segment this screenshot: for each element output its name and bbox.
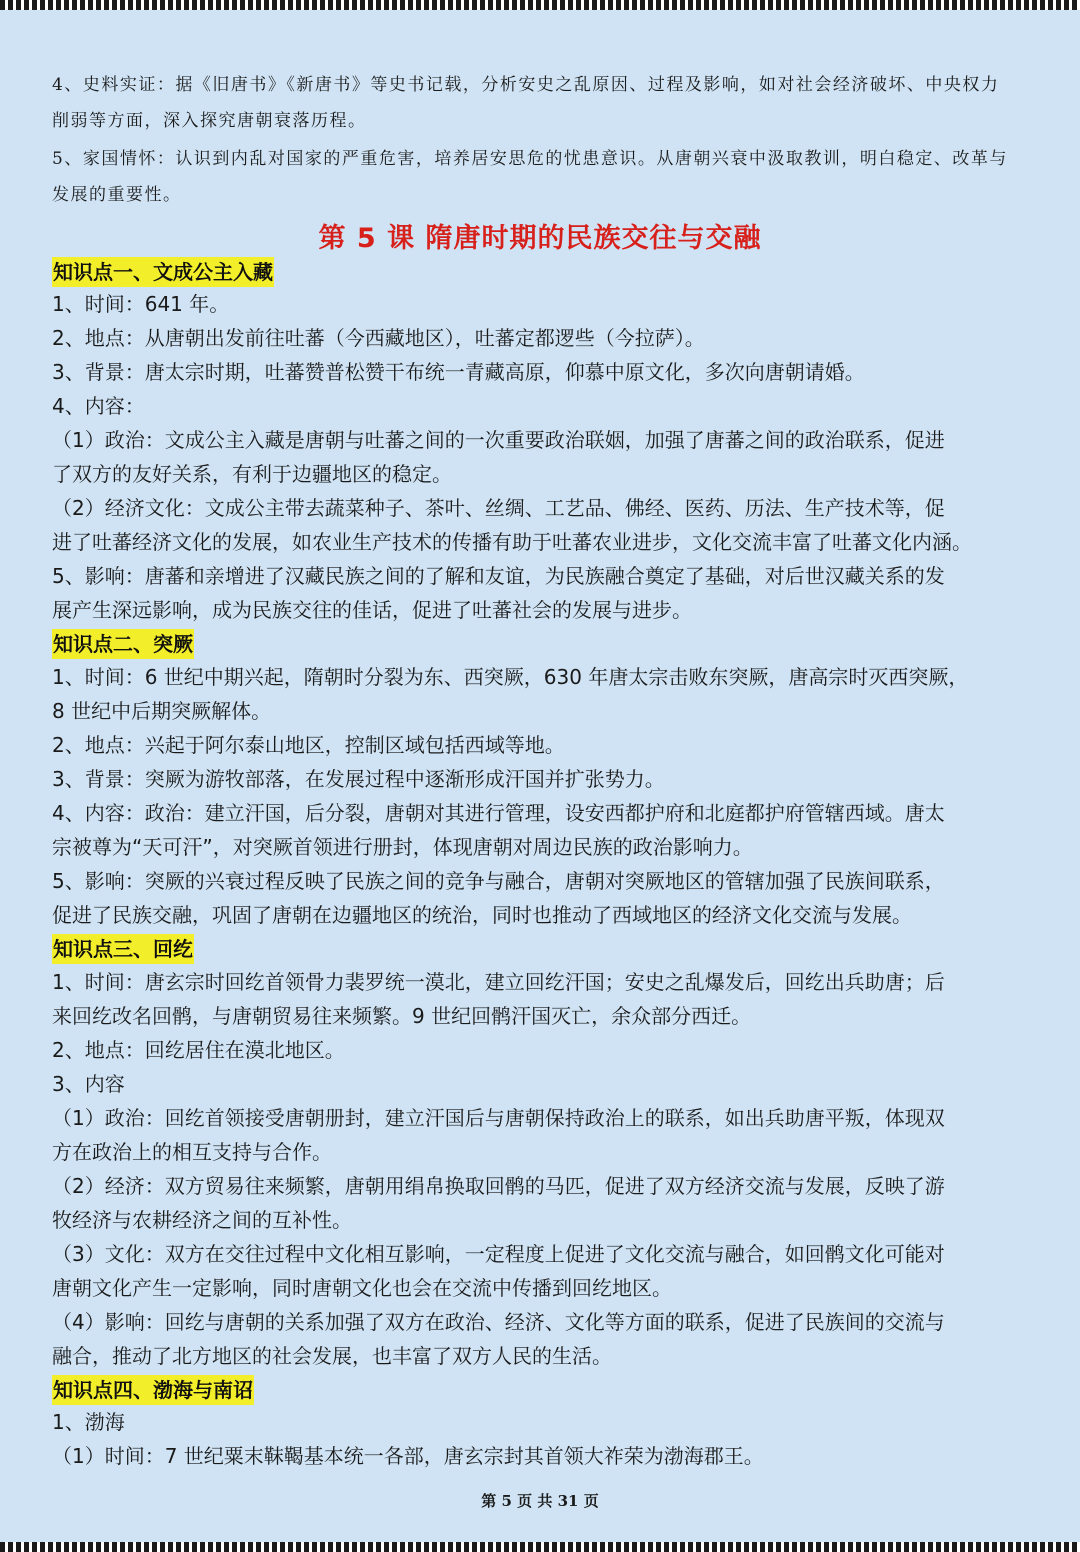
body-line: （3）文化：双方在交往过程中文化相互影响，一定程度上促进了文化交流与融合，如回鹘文化可能对: [52, 1242, 945, 1266]
body-line: 2、地点：从唐朝出发前往吐蕃（今西藏地区），吐蕃定都逻些（今拉萨）。: [52, 326, 705, 350]
body-line: 进了吐蕃经济文化的发展，如农业生产技术的传播有助于吐蕃农业进步，文化交流丰富了吐蕃文化内涵。: [52, 530, 972, 554]
body-line: 1、时间：6 世纪中期兴起，隋朝时分裂为东、西突厥，630 年唐太宗击败东突厥，唐高宗时灭西突厥，: [52, 665, 969, 689]
body-line: 1、时间：唐玄宗时回纥首领骨力裴罗统一漠北，建立回纥汗国；安史之乱爆发后，回纥出兵助唐；后: [52, 970, 945, 994]
body-line: 展产生深远影响，成为民族交往的佳话，促进了吐蕃社会的发展与进步。: [52, 598, 692, 622]
body-line: 3、背景：唐太宗时期，吐蕃赞普松赞干布统一青藏高原，仰慕中原文化，多次向唐朝请婚。: [52, 360, 865, 384]
lesson-title: 第 5 课 隋唐时期的民族交往与交融: [318, 223, 762, 254]
body-line: 1、渤海: [52, 1410, 125, 1434]
body-line: （2）经济：双方贸易往来频繁，唐朝用绢帛换取回鹘的马匹，促进了双方经济交流与发展，反映了游: [52, 1174, 945, 1198]
body-line: （4）影响：回纥与唐朝的关系加强了双方在政治、经济、文化等方面的联系，促进了民族间的交流与: [52, 1310, 945, 1334]
body-line: 1、时间：641 年。: [52, 292, 230, 316]
body-line: （1）政治：文成公主入藏是唐朝与吐蕃之间的一次重要政治联姻，加强了唐蕃之间的政治联系，促进: [52, 428, 945, 452]
body-line: （2）经济文化：文成公主带去蔬菜种子、茶叶、丝绸、工艺品、佛经、医药、历法、生产技术等，促: [52, 496, 945, 520]
intro-line: 削弱等方面，深入探究唐朝衰落历程。: [52, 111, 367, 131]
section-heading: 知识点四、渤海与南诏: [52, 1375, 254, 1405]
section-heading: 知识点三、回纥: [52, 934, 194, 964]
bottom-dotted-border: [0, 1542, 1080, 1552]
body-line: 3、内容: [52, 1072, 125, 1096]
body-line: 融合，推动了北方地区的社会发展，也丰富了双方人民的生活。: [52, 1344, 612, 1368]
body-line: 来回纥改名回鹘，与唐朝贸易往来频繁。9 世纪回鹘汗国灭亡，余众部分西迁。: [52, 1004, 752, 1028]
body-line: 4、内容：: [52, 394, 145, 418]
section-heading: 知识点二、突厥: [52, 629, 194, 659]
body-line: （1）时间：7 世纪粟末靺鞨基本统一各部，唐玄宗封其首领大祚荣为渤海郡王。: [52, 1444, 764, 1468]
intro-line: 4、史料实证：据《旧唐书》《新唐书》等史书记载，分析安史之乱原因、过程及影响，如对社会经济破坏、中央权力: [52, 75, 1000, 95]
page-number: 第 5 页 共 31 页: [481, 1492, 599, 1510]
body-line: 5、影响：突厥的兴衰过程反映了民族之间的竞争与融合，唐朝对突厥地区的管辖加强了民族间联系，: [52, 869, 945, 893]
body-line: 5、影响：唐蕃和亲增进了汉藏民族之间的了解和友谊，为民族融合奠定了基础，对后世汉藏关系的发: [52, 564, 945, 588]
top-dotted-border: [0, 0, 1080, 10]
body-line: 唐朝文化产生一定影响，同时唐朝文化也会在交流中传播到回纥地区。: [52, 1276, 672, 1300]
intro-line: 5、家国情怀：认识到内乱对国家的严重危害，培养居安思危的忧患意识。从唐朝兴衰中汲取教训，明白稳定、改革与: [52, 149, 1008, 169]
body-line: （1）政治：回纥首领接受唐朝册封，建立汗国后与唐朝保持政治上的联系，如出兵助唐平叛，体现双: [52, 1106, 945, 1130]
body-line: 宗被尊为“天可汗”，对突厥首领进行册封，体现唐朝对周边民族的政治影响力。: [52, 835, 753, 859]
body-line: 了双方的友好关系，有利于边疆地区的稳定。: [52, 462, 452, 486]
body-line: 牧经济与农耕经济之间的互补性。: [52, 1208, 352, 1232]
body-line: 4、内容：政治：建立汗国，后分裂，唐朝对其进行管理，设安西都护府和北庭都护府管辖西域。唐太: [52, 801, 945, 825]
intro-line: 发展的重要性。: [52, 185, 182, 205]
body-line: 8 世纪中后期突厥解体。: [52, 699, 272, 723]
body-line: 2、地点：兴起于阿尔泰山地区，控制区域包括西域等地。: [52, 733, 565, 757]
section-heading: 知识点一、文成公主入藏: [52, 257, 274, 287]
body-line: 促进了民族交融，巩固了唐朝在边疆地区的统治，同时也推动了西域地区的经济文化交流与发展。: [52, 903, 912, 927]
body-line: 2、地点：回纥居住在漠北地区。: [52, 1038, 345, 1062]
body-line: 方在政治上的相互支持与合作。: [52, 1140, 332, 1164]
body-line: 3、背景：突厥为游牧部落，在发展过程中逐渐形成汗国并扩张势力。: [52, 767, 665, 791]
